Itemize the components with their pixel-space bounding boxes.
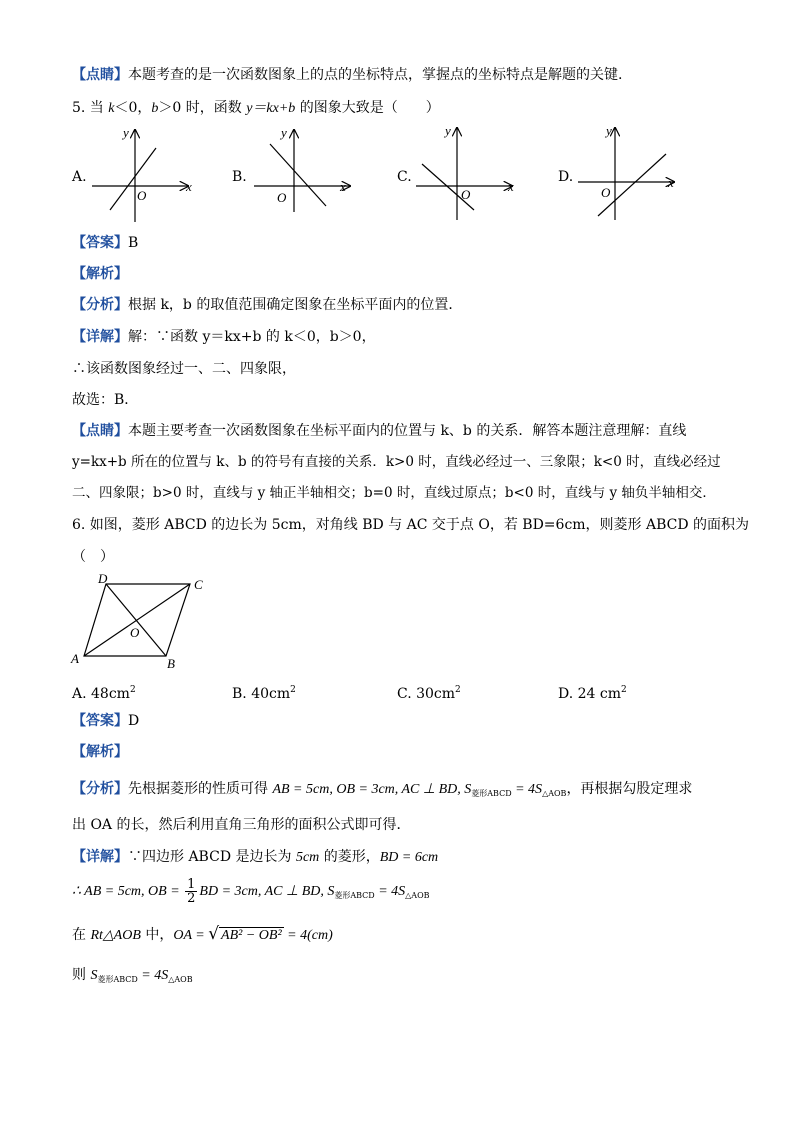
origin-label: O xyxy=(461,187,471,202)
diagonal-ac xyxy=(84,584,190,656)
y-label: y xyxy=(445,124,451,138)
vertex-d: D xyxy=(98,572,108,586)
answer-tag: 【答案】 xyxy=(72,713,128,729)
y-label: y xyxy=(281,125,287,140)
xj2-post: BD = 3cm, AC ⊥ BD, S xyxy=(199,884,335,899)
q6-jiexi xyxy=(72,743,128,761)
q5-gt0: ＞0 时，函数 xyxy=(158,100,247,116)
q5-line2: ∴该函数图象经过一、二、四象限， xyxy=(72,361,296,377)
q5-lt0: ＜0， xyxy=(114,100,152,116)
origin-label: O xyxy=(137,188,147,203)
q6-xiangjie-1 xyxy=(72,848,438,867)
q5-graph-c xyxy=(412,124,522,224)
q6-fenxi xyxy=(72,780,692,803)
q5-option-a-label: A. xyxy=(72,169,87,185)
sqrt-icon: √ xyxy=(208,924,220,944)
frac-den: 2 xyxy=(187,890,196,906)
q6-xiangjie-4 xyxy=(72,966,193,989)
q5-xiangjie xyxy=(72,328,376,346)
frac-num: 1 xyxy=(187,876,196,892)
dianjing-tag: 【点睛】 xyxy=(72,423,128,439)
q5-dianjing-3: 二、四象限；b>0 时，直线与 y 轴正半轴相交；b=0 时，直线过原点；b<0 时，直线与 y 轴负半轴相交． xyxy=(72,485,716,501)
vertex-a: A xyxy=(71,651,79,666)
q6-xiangjie-2 xyxy=(72,876,430,911)
option-text: B. 40cm xyxy=(232,686,291,702)
x-label: x xyxy=(186,179,192,194)
xiangjie-tag: 【详解】 xyxy=(72,329,128,345)
xj4-end: = 4S xyxy=(137,968,169,983)
q5-graph-a xyxy=(88,124,198,226)
q6-option-a xyxy=(72,681,136,703)
y-label: y xyxy=(123,125,129,140)
fenxi-post: ，再根据勾股定理求 xyxy=(566,781,693,797)
answer-value: D xyxy=(128,713,140,729)
q5-answer xyxy=(72,234,138,252)
x-label: x xyxy=(508,179,514,194)
xiangjie-text: 解：∵函数 y＝kx+b 的 k＜0，b＞0， xyxy=(128,329,376,345)
fenxi-sub2: △AOB xyxy=(542,789,567,798)
function-line xyxy=(110,148,156,210)
q6-option-d xyxy=(558,681,627,703)
option-sup: 2 xyxy=(129,685,136,695)
xj3-pre: 在 xyxy=(72,927,91,943)
y-label: y xyxy=(606,124,612,138)
q5-jiexi xyxy=(72,265,128,283)
xj1-pre: ∵四边形 ABCD 是边长为 xyxy=(128,849,296,865)
fenxi-math2: = 4S xyxy=(511,782,543,797)
xiangjie-tag: 【详解】 xyxy=(72,849,128,865)
xj3-mid: 中， xyxy=(140,927,174,943)
option-text: D. 24 cm xyxy=(558,686,622,702)
q5-stem-post: 的图象大致是（ ） xyxy=(295,100,440,116)
xj4-pre: 则 xyxy=(72,967,91,983)
fenxi-math: AB = 5cm, OB = 3cm, AC ⊥ BD, S xyxy=(272,782,472,797)
q6-answer xyxy=(72,712,139,730)
q5-line3: 故选：B． xyxy=(72,392,139,408)
xj4-sub2: △AOB xyxy=(168,975,193,984)
xj4-sub: 菱形ABCD xyxy=(97,975,138,984)
q6-xiangjie-3 xyxy=(72,925,333,945)
option-text: C. 30cm xyxy=(397,686,456,702)
q5-stem-pre: 5. 当 xyxy=(72,100,109,116)
xj2-end: = 4S xyxy=(374,884,406,899)
q5-option-d-label: D. xyxy=(558,169,574,185)
xj1-math: 5cm xyxy=(295,850,320,865)
q5-dianjing-2: y=kx+b 所在的位置与 k、b 的符号有直接的关系．k>0 时，直线必经过一、三象限；k<0 时，直线必经过 xyxy=(72,454,721,470)
q4-dianjing-line xyxy=(72,66,622,84)
q5-dianjing-1 xyxy=(72,422,686,440)
xj1-mid: 的菱形， xyxy=(319,849,380,865)
fenxi-pre: 先根据菱形的性质可得 xyxy=(128,781,273,797)
fenxi-tag: 【分析】 xyxy=(72,781,128,797)
q5-b: b xyxy=(151,101,159,116)
rhombus-figure xyxy=(64,572,214,672)
dianjing-text: 本题主要考查一次函数图象在坐标平面内的位置与 k、b 的关系．解答本题注意理解：直线 xyxy=(128,423,687,439)
jiexi-tag: 【解析】 xyxy=(72,266,128,282)
vertex-c: C xyxy=(194,577,203,592)
fraction-half xyxy=(185,878,197,905)
q5-option-c-label: C. xyxy=(397,169,412,185)
q6-option-c xyxy=(397,681,461,703)
point-o: O xyxy=(130,625,140,640)
q5-graph-d xyxy=(574,124,684,224)
xj3-end: = 4(cm) xyxy=(283,928,333,943)
q5-function: y＝kx+b xyxy=(246,101,296,116)
q6-fenxi-line2: 出 OA 的长，然后利用直角三角形的面积公式即可得． xyxy=(72,817,411,833)
fenxi-tag: 【分析】 xyxy=(72,297,128,313)
origin-label: O xyxy=(601,185,611,200)
x-label: x xyxy=(340,179,346,194)
xj4-math: S xyxy=(90,968,98,983)
q6-stem-2: （ ） xyxy=(72,549,114,565)
q5-k: k xyxy=(108,101,115,116)
q6-stem-1: 6. 如图，菱形 ABCD 的边长为 5cm，对角线 BD 与 AC 交于点 O，若 BD=6cm，则菱形 ABCD 的面积为 xyxy=(72,517,750,533)
xj1-math2: BD = 6cm xyxy=(379,850,439,865)
answer-tag: 【答案】 xyxy=(72,235,128,251)
dianjing-text: 本题考查的是一次函数图象上的点的坐标特点，掌握点的坐标特点是解题的关键. xyxy=(128,67,623,83)
xj2-pre: ∴ AB = 5cm, OB = xyxy=(72,884,184,899)
q5-stem xyxy=(72,99,440,118)
option-sup: 2 xyxy=(290,685,296,695)
option-text: A. 48cm xyxy=(72,686,130,702)
xj3-math: Rt△AOB xyxy=(90,928,141,943)
option-sup: 2 xyxy=(621,685,627,695)
x-label: x xyxy=(668,175,674,190)
vertex-b: B xyxy=(167,656,175,671)
q5-graph-b xyxy=(250,124,360,216)
answer-value: B xyxy=(128,235,139,251)
fenxi-sub: 菱形ABCD xyxy=(471,789,512,798)
xj3-eq: OA = xyxy=(173,928,209,943)
xj2-sub: 菱形ABCD xyxy=(334,891,375,900)
q5-fenxi xyxy=(72,296,462,314)
q5-option-b-label: B. xyxy=(232,169,247,185)
fenxi-text: 根据 k，b 的取值范围确定图象在坐标平面内的位置． xyxy=(128,297,463,313)
q6-option-b xyxy=(232,681,296,703)
origin-label: O xyxy=(277,190,287,205)
dianjing-tag: 【点睛】 xyxy=(72,67,128,83)
jiexi-tag: 【解析】 xyxy=(72,744,128,760)
option-sup: 2 xyxy=(455,685,461,695)
xj3-radicand: AB² − OB² xyxy=(221,928,282,943)
xj2-sub2: △AOB xyxy=(405,891,430,900)
